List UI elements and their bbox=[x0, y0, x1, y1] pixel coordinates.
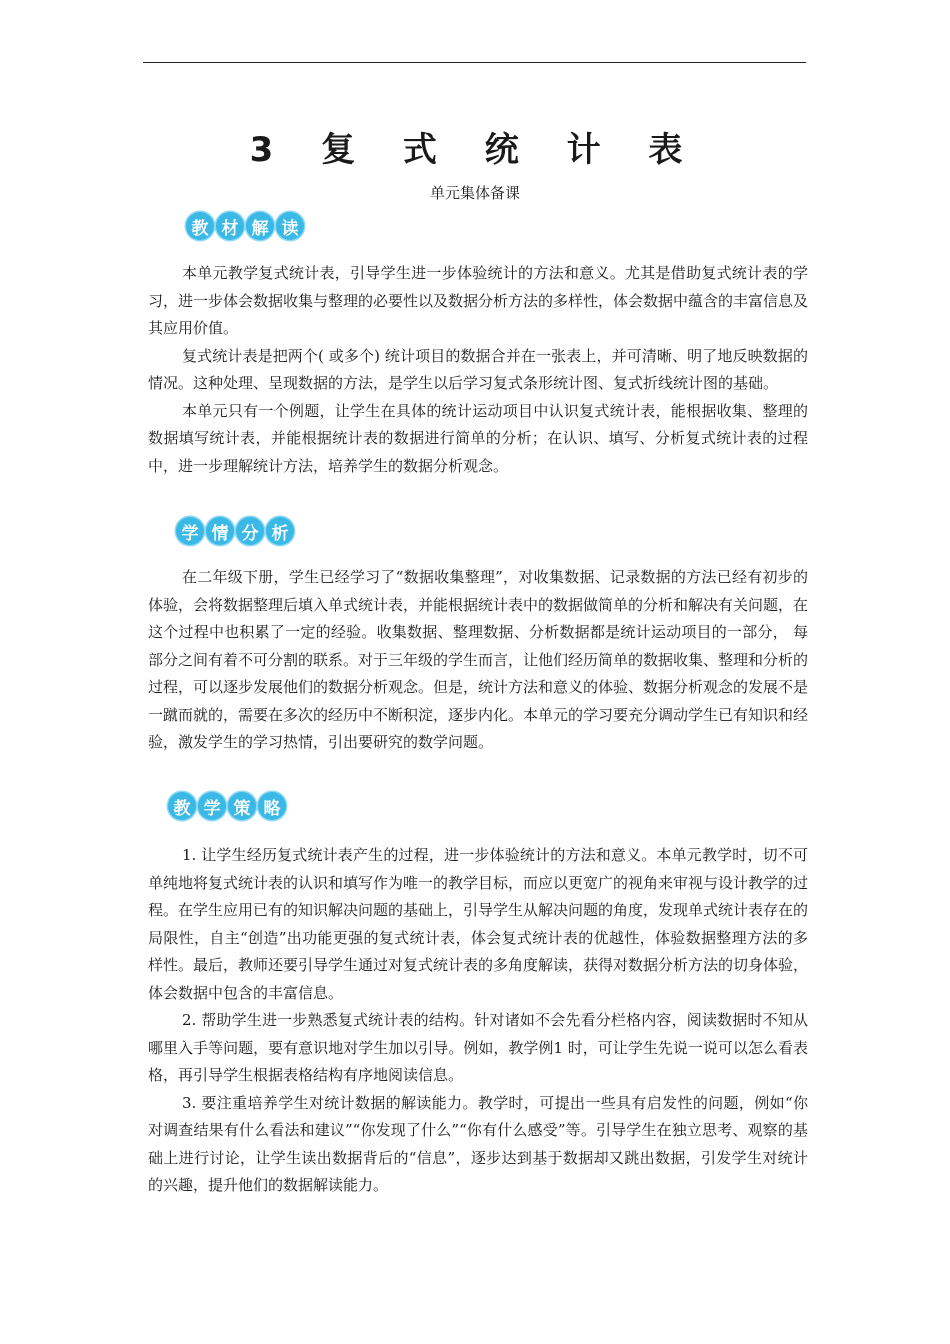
badge-char: 解 bbox=[246, 212, 274, 240]
badge-char: 策 bbox=[228, 792, 256, 820]
section-analysis-body bbox=[148, 564, 808, 757]
badge-char: 读 bbox=[276, 212, 304, 240]
badge-char: 析 bbox=[266, 517, 294, 545]
paragraph: 在二年级下册，学生已经学习了“数据收集整理”，对收集数据、记录数据的方法已经有初步的体验，会将数据整理后填入单式统计表，并能根据统计表中的数据做简单的分析和解决有关问题，在这个过程中也积累了一定的经验。收集数据、整理数据、分析数据都是统计运动项目的一部分， 每部分之间有着不可分割的联系。对于三年级的学生而言，让他们经历简单的数据收集、整理和分析的过程，可以逐步发展他们的数据分析观念。但是，统计方法和意义的体验、数据分析观念的发展不是一蹴而就的，需要在多次的经历中不断积淀，逐步内化。本单元的学习要充分调动学生已有知识和经验，激发学生的学习热情，引出要研究的数学问题。 bbox=[148, 568, 809, 751]
section-badge-material bbox=[186, 212, 304, 242]
badge-char: 略 bbox=[258, 792, 286, 820]
paragraph: 本单元教学复式统计表，引导学生进一步体验统计的方法和意义。尤其是借助复式统计表的学习，进一步体会数据收集与整理的必要性以及数据分析方法的多样性，体会数据中蕴含的丰富信息及其应用价值。 bbox=[148, 264, 809, 337]
badge-char: 情 bbox=[206, 517, 234, 545]
badge-char: 学 bbox=[198, 792, 226, 820]
paragraph: 本单元只有一个例题，让学生在具体的统计运动项目中认识复式统计表，能根据收集、整理的数据填写统计表，并能根据统计表的数据进行简单的分析；在认识、填写、分析复式统计表的过程中，进一步理解统计方法，培养学生的数据分析观念。 bbox=[148, 401, 808, 475]
section-material-body bbox=[148, 260, 808, 480]
badge-char: 分 bbox=[236, 517, 264, 545]
paragraph: 复式统计表是把两个( 或多个) 统计项目的数据合并在一张表上，并可清晰、明了地反映数据的情况。这种处理、呈现数据的方法，是学生以后学习复式条形统计图、复式折线统计图的基础。 bbox=[148, 346, 808, 392]
page-title: 3 复 式 统 计 表 bbox=[249, 130, 701, 170]
badge-char: 材 bbox=[216, 212, 244, 240]
badge-char: 教 bbox=[186, 212, 214, 240]
paragraph: 2. 帮助学生进一步熟悉复式统计表的结构。针对诸如不会先看分栏格内容，阅读数据时不知从哪里入手等问题，要有意识地对学生加以引导。例如，教学例1 时，可让学生先说一说可以怎么看表格，再引导学生根据表格结构有序地阅读信息。 bbox=[148, 1011, 808, 1084]
section-badge-strategy bbox=[168, 792, 286, 822]
paragraph: 3. 要注重培养学生对统计数据的解读能力。教学时，可提出一些具有启发性的问题，例如“你对调查结果有什么看法和建议”“你发现了什么”“你有什么感受”等。引导学生在独立思考、观察的基础上进行讨论，让学生读出数据背后的“信息”，逐步达到基于数据却又跳出数据，引发学生对统计的兴趣，提升他们的数据解读能力。 bbox=[148, 1093, 808, 1194]
badge-char: 教 bbox=[168, 792, 196, 820]
section-strategy-body bbox=[148, 842, 808, 1200]
header-rule bbox=[143, 62, 806, 63]
section-badge-analysis bbox=[176, 517, 294, 547]
paragraph: 1. 让学生经历复式统计表产生的过程，进一步体验统计的方法和意义。本单元教学时，切不可单纯地将复式统计表的认识和填写作为唯一的教学目标，而应以更宽广的视角来审视与设计教学的过程。在学生应用已有的知识解决问题的基础上，引导学生从解决问题的角度，发现单式统计表存在的局限性，自主“创造”出功能更强的复式统计表，体会复式统计表的优越性，体验数据整理方法的多样性。最后，教师还要引导学生通过对复式统计表的多角度解读，获得对数据分析方法的切身体验，体会数据中包含的丰富信息。 bbox=[148, 846, 809, 1002]
page-subtitle: 单元集体备课 bbox=[429, 184, 520, 202]
badge-char: 学 bbox=[176, 517, 204, 545]
